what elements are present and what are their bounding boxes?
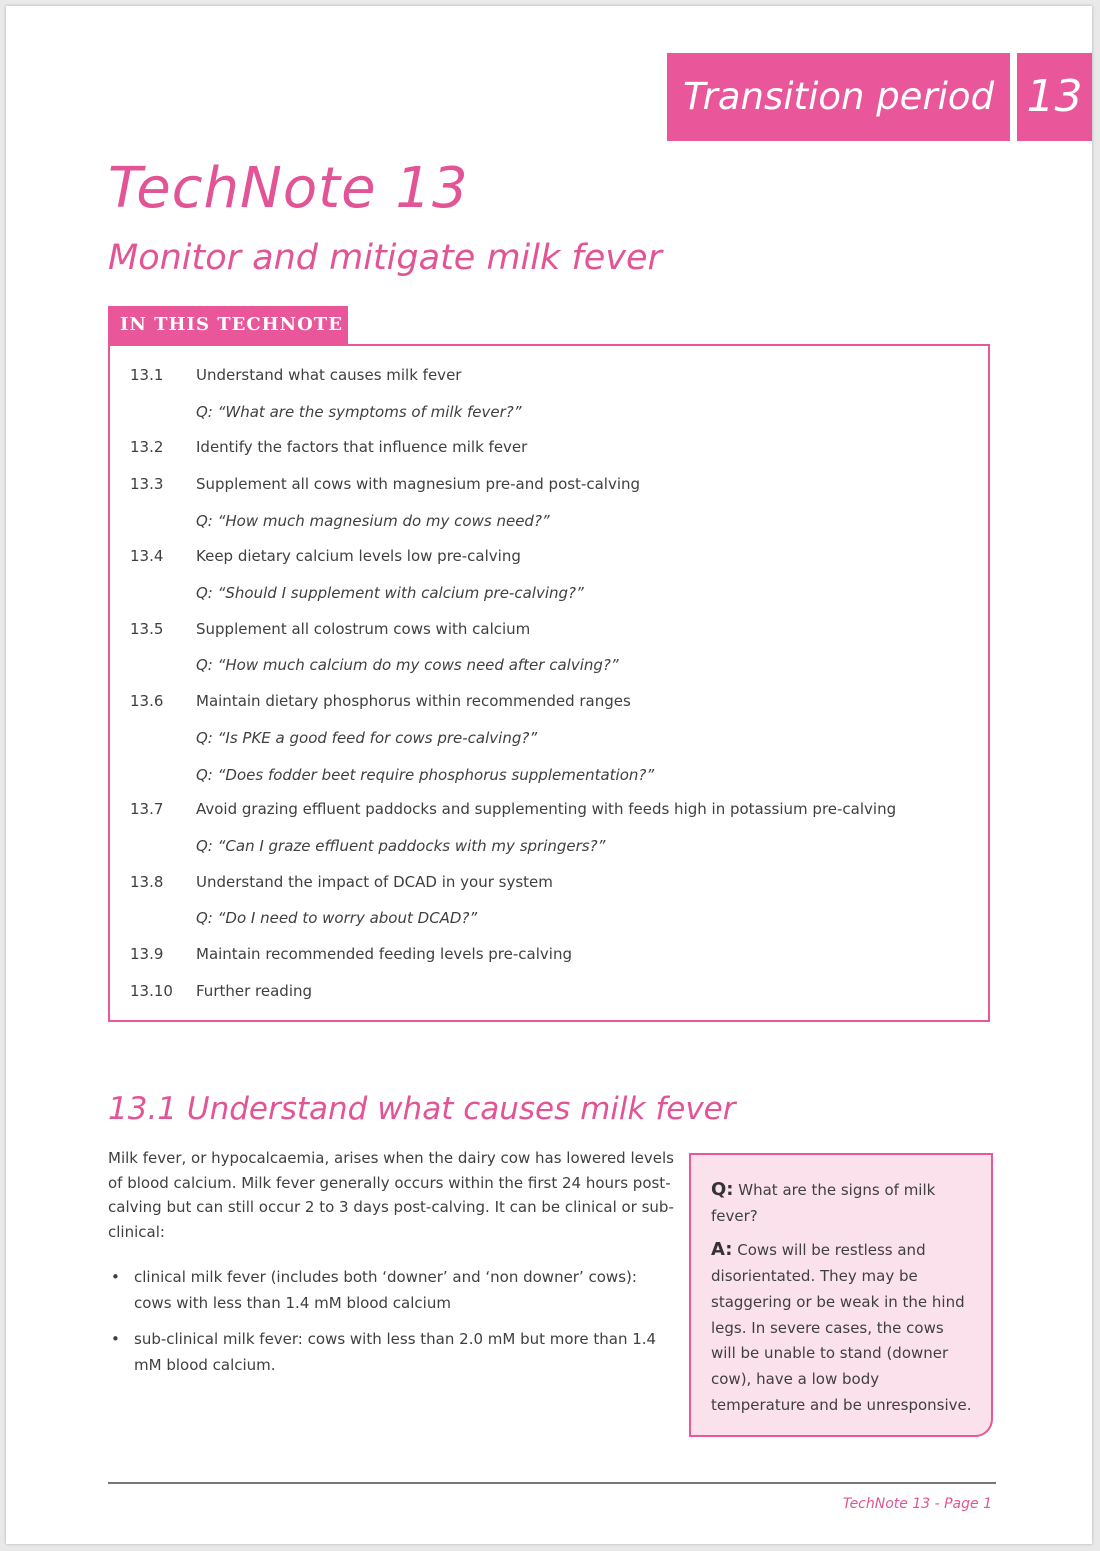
toc-item[interactable]: 13.4 Keep dietary calcium levels low pre-calving	[130, 547, 521, 565]
page-title: TechNote 13	[108, 156, 469, 221]
footer-divider	[108, 1482, 996, 1484]
qa-callout	[689, 1153, 993, 1437]
list-item: • sub-clinical milk fever: cows with less than 2.0 mM but more than 1.4 mM blood calcium.	[108, 1326, 676, 1378]
qa-question: Q: What are the signs of milk fever?	[711, 1179, 936, 1225]
toc-item[interactable]: 13.1 Understand what causes milk fever	[130, 366, 462, 384]
list-item: • clinical milk fever (includes both ‘downer’ and ‘non downer’ cows): cows with less than 1.4 mM blood calcium	[108, 1264, 676, 1316]
page-subtitle: Monitor and mitigate milk fever	[108, 238, 662, 278]
toc-question: Q: “How much calcium do my cows need after calving?”	[196, 656, 619, 674]
section-number-tab: 13	[1017, 53, 1092, 141]
section-label-tab: Transition period	[667, 53, 1010, 141]
toc-item[interactable]: 13.6 Maintain dietary phosphorus within recommended ranges	[130, 692, 631, 710]
toc-question: Q: “Does fodder beet require phosphorus supplementation?”	[196, 766, 655, 784]
section-paragraph: Milk fever, or hypocalcaemia, arises when the dairy cow has lowered levels of blood calcium. Milk fever generally occurs within the first 24 hours post-calving but can still occur 2 to 3 days post-calving. It can be clinical or sub-clinical:	[108, 1149, 674, 1241]
toc-item[interactable]: 13.2 Identify the factors that influence milk fever	[130, 438, 528, 456]
toc-box	[108, 344, 990, 1022]
toc-question: Q: “Do I need to worry about DCAD?”	[196, 909, 478, 927]
toc-question: Q: “Is PKE a good feed for cows pre-calving?”	[196, 729, 538, 747]
bullet-icon: •	[111, 1268, 120, 1286]
toc-item[interactable]: 13.9 Maintain recommended feeding levels pre-calving	[130, 945, 572, 963]
bullet-list	[108, 1264, 676, 1388]
toc-item[interactable]: 13.3 Supplement all cows with magnesium pre-and post-calving	[130, 475, 641, 493]
document-page	[6, 6, 1092, 1544]
toc-item[interactable]: 13.8 Understand the impact of DCAD in your system	[130, 873, 553, 891]
toc-question: Q: “Should I supplement with calcium pre-calving?”	[196, 584, 584, 602]
toc-question: Q: “What are the symptoms of milk fever?”	[196, 403, 522, 421]
section-heading: 13.1 Understand what causes milk fever	[108, 1091, 736, 1127]
page-footer: TechNote 13 - Page 1	[842, 1496, 992, 1512]
toc-item[interactable]: 13.10 Further reading	[130, 982, 313, 1000]
toc-question: Q: “How much magnesium do my cows need?”	[196, 512, 550, 530]
qa-answer: A: Cows will be restless and disorientated. They may be staggering or be weak in the hind legs. In severe cases, the cows will be unable to stand (downer cow), have a low body temperature and be unresponsive.	[711, 1239, 972, 1414]
toc-question: Q: “Can I graze effluent paddocks with my springers?”	[196, 837, 606, 855]
bullet-icon: •	[111, 1330, 120, 1348]
toc-label: IN THIS TECHNOTE	[108, 306, 348, 344]
toc-item[interactable]: 13.7 Avoid grazing effluent paddocks and supplementing with feeds high in potassium pre-calving	[130, 800, 897, 818]
toc-item[interactable]: 13.5 Supplement all colostrum cows with calcium	[130, 620, 531, 638]
